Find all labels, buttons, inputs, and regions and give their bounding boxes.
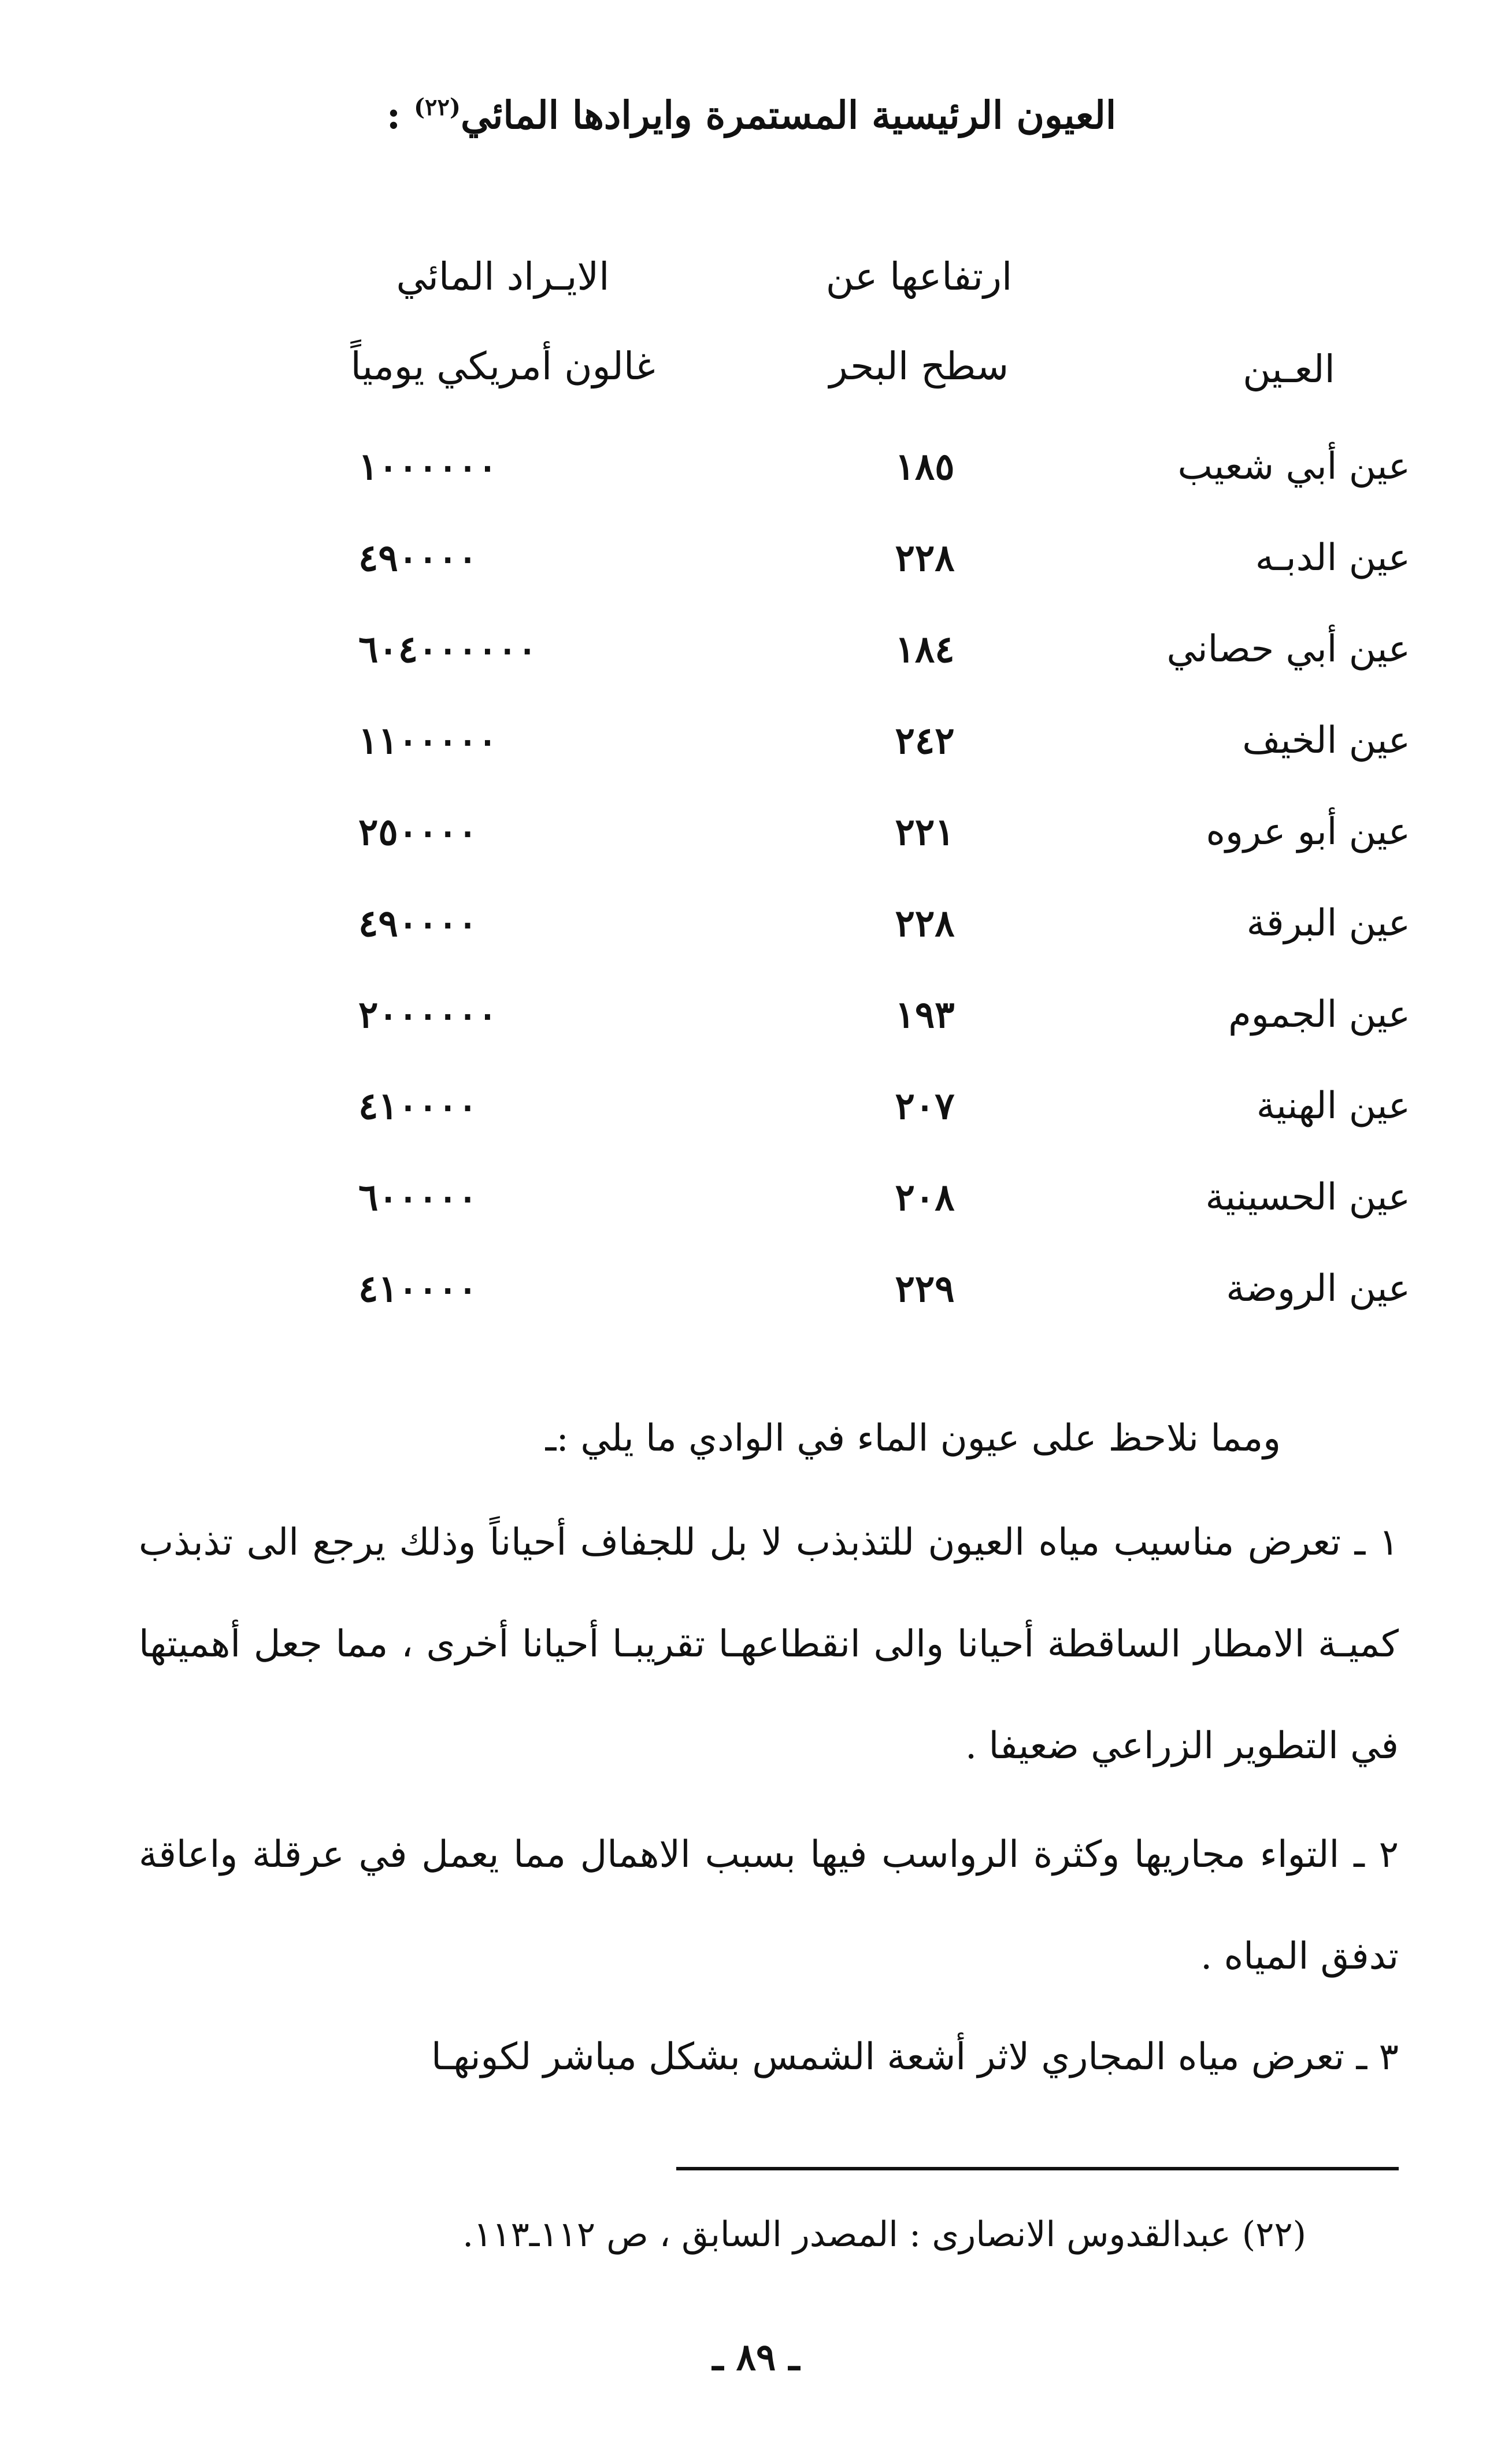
spring-elevation: ٢٢٨ [895, 537, 955, 580]
page-number: ـ ٨٩ ـ [712, 2336, 800, 2379]
spring-name: عين أبو عروه [1206, 811, 1410, 853]
header-elevation-line1: ارتفاعها عن [825, 254, 1013, 299]
table-row [324, 1085, 1422, 1176]
table-row [324, 537, 1422, 628]
springs-table [324, 445, 1422, 1359]
table-row [324, 902, 1422, 993]
table-row [324, 719, 1422, 811]
table-row [324, 1267, 1422, 1359]
spring-yield: ٤٩٠٠٠٠ [358, 902, 478, 945]
table-row [324, 993, 1422, 1085]
spring-elevation: ٢٢٩ [895, 1267, 955, 1311]
spring-yield: ٤١٠٠٠٠ [358, 1085, 478, 1128]
spring-yield: ٦٠٤٠٠٠٠٠٠ [358, 628, 538, 671]
spring-elevation: ٢٢١ [895, 811, 955, 854]
spring-yield: ٢٠٠٠٠٠٠ [358, 993, 498, 1037]
paragraph-1: ١ ـ تعرض مناسيب مياه العيون للتذبذب لا بل للجفاف أحياناً وذلك يرجع الى تذبذب كميـة الامطار الساقطة أحيانا والى انقطاعهـا تقريبـا أحيانا أخرى ، مما جعل أهميتها في التطوير الزراعي ضعيفا . [139, 1521, 1399, 1767]
spring-yield: ١١٠٠٠٠٠ [358, 719, 498, 763]
spring-yield: ٤١٠٠٠٠ [358, 1267, 478, 1311]
paragraph-3: ٣ ـ تعرض مياه المجاري لاثر أشعة الشمس بشكل مباشر لكونهـا [431, 2036, 1399, 2078]
table-row [324, 445, 1422, 537]
spring-elevation: ١٨٤ [895, 628, 955, 671]
spring-yield: ١٠٠٠٠٠٠ [358, 445, 498, 489]
spring-name: عين الخيف [1242, 719, 1410, 762]
header-yield-line1: الايـراد المائي [396, 254, 610, 299]
intro-paragraph: ومما نلاحظ على عيون الماء في الوادي ما يلي :ـ [545, 1417, 1281, 1460]
spring-name: عين البرقة [1246, 902, 1410, 945]
spring-name: عين الجموم [1228, 993, 1410, 1036]
header-spring: العـين [1243, 347, 1335, 391]
footnote: (٢٢) عبدالقدوس الانصارى : المصدر السابق ، ص ١١٢ـ١١٣. [462, 2214, 1306, 2255]
spring-name: عين الحسينية [1205, 1176, 1410, 1219]
page-title [231, 93, 1272, 138]
table-row [324, 811, 1422, 902]
header-yield-line2: غالون أمريكي يومياً [350, 344, 655, 389]
spring-name: عين الدبـه [1255, 537, 1410, 579]
footnote-divider [676, 2167, 1399, 2170]
spring-elevation: ٢٠٨ [895, 1176, 955, 1219]
title-suffix: : [386, 93, 414, 138]
title-footnote-ref: (٢٢) [414, 94, 461, 121]
spring-yield: ٦٠٠٠٠٠ [358, 1176, 478, 1219]
spring-elevation: ١٩٣ [895, 993, 955, 1037]
paragraph-2: ٢ ـ التواء مجاريها وكثرة الرواسب فيها بسبب الاهمال مما يعمل في عرقلة واعاقة تدفق المياه . [139, 1833, 1399, 1978]
spring-elevation: ٢٠٧ [895, 1085, 955, 1128]
spring-elevation: ٢٢٨ [895, 902, 955, 945]
title-main: العيون الرئيسية المستمرة وايرادها المائي [460, 93, 1117, 138]
spring-elevation: ١٨٥ [895, 445, 955, 489]
spring-name: عين أبي شعيب [1177, 445, 1410, 488]
spring-elevation: ٢٤٢ [895, 719, 955, 763]
table-row [324, 628, 1422, 719]
spring-yield: ٢٥٠٠٠٠ [358, 811, 478, 854]
spring-name: عين الروضة [1226, 1267, 1410, 1310]
table-row [324, 1176, 1422, 1267]
spring-name: عين الهنية [1256, 1085, 1410, 1127]
spring-yield: ٤٩٠٠٠٠ [358, 537, 478, 580]
header-elevation-line2: سطح البحر [829, 344, 1009, 389]
spring-name: عين أبي حصاني [1166, 628, 1410, 671]
